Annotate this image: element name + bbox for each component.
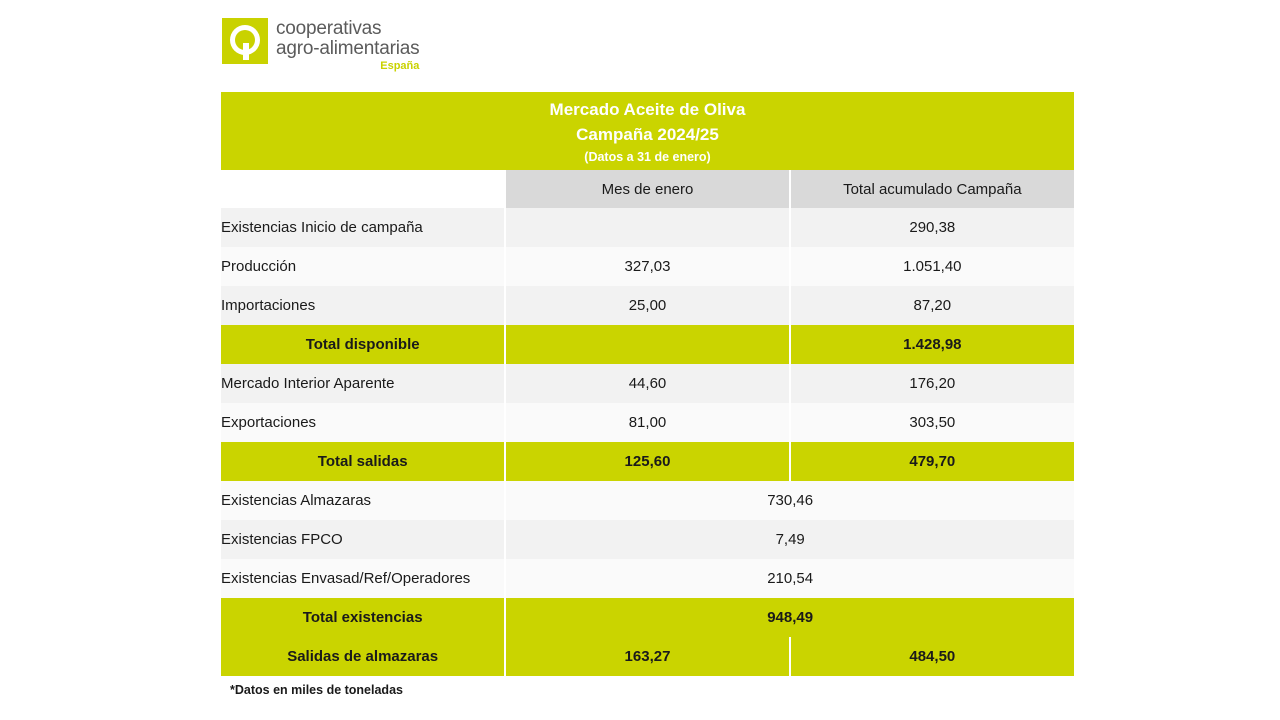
row-value-total: 176,20 [790, 364, 1074, 403]
column-header-month: Mes de enero [505, 170, 789, 208]
row-label: Existencias Almazaras [221, 481, 505, 520]
row-value-month: 125,60 [505, 442, 789, 481]
table-row [221, 247, 1074, 286]
row-value-total: 87,20 [790, 286, 1074, 325]
table-row [221, 559, 1074, 598]
logo-line-3: España [380, 59, 420, 72]
logo-text [276, 18, 419, 72]
row-value-total: 1.428,98 [790, 325, 1074, 364]
row-value-month: 44,60 [505, 364, 789, 403]
title-line-3: (Datos a 31 de enero) [584, 149, 711, 164]
title-line-1: Mercado Aceite de Oliva [549, 100, 746, 120]
table-title-row [221, 92, 1074, 170]
cooperative-logo-icon [222, 18, 268, 64]
organization-logo [222, 18, 419, 72]
column-header-blank [221, 170, 505, 208]
table-row [221, 481, 1074, 520]
row-value-month: 327,03 [505, 247, 789, 286]
row-label: Total salidas [221, 442, 505, 481]
row-value-combined: 210,54 [505, 559, 1074, 598]
row-value-total: 290,38 [790, 208, 1074, 247]
table-row [221, 286, 1074, 325]
logo-line-2: agro-alimentarias [276, 37, 420, 59]
row-value-total: 484,50 [790, 637, 1074, 676]
table-row [221, 442, 1074, 481]
table-row [221, 403, 1074, 442]
row-label: Mercado Interior Aparente [221, 364, 505, 403]
row-value-total: 479,70 [790, 442, 1074, 481]
row-value-total: 303,50 [790, 403, 1074, 442]
table-header-row [221, 170, 1074, 208]
table-title-cell [221, 92, 1074, 170]
row-label: Existencias FPCO [221, 520, 505, 559]
row-value-month [505, 325, 789, 364]
logo-line-1: cooperativas [276, 18, 382, 39]
row-label: Existencias Envasad/Ref/Operadores [221, 559, 505, 598]
row-label: Existencias Inicio de campaña [221, 208, 505, 247]
market-table-container [221, 92, 1074, 676]
table-row [221, 598, 1074, 637]
row-value-month [505, 208, 789, 247]
row-value-combined: 7,49 [505, 520, 1074, 559]
table-row [221, 520, 1074, 559]
row-value-month: 81,00 [505, 403, 789, 442]
row-label: Total disponible [221, 325, 505, 364]
row-value-month: 163,27 [505, 637, 789, 676]
row-value-combined: 948,49 [505, 598, 1074, 637]
table-row [221, 637, 1074, 676]
title-line-2: Campaña 2024/25 [576, 125, 719, 144]
row-value-total: 1.051,40 [790, 247, 1074, 286]
row-label: Total existencias [221, 598, 505, 637]
row-label: Salidas de almazaras [221, 637, 505, 676]
footnote: *Datos en miles de toneladas [230, 683, 403, 697]
row-value-combined: 730,46 [505, 481, 1074, 520]
row-label: Exportaciones [221, 403, 505, 442]
row-label: Importaciones [221, 286, 505, 325]
row-value-month: 25,00 [505, 286, 789, 325]
table-row [221, 208, 1074, 247]
olive-oil-market-table [221, 92, 1074, 676]
table-row [221, 325, 1074, 364]
row-label: Producción [221, 247, 505, 286]
column-header-total: Total acumulado Campaña [790, 170, 1074, 208]
table-row [221, 364, 1074, 403]
